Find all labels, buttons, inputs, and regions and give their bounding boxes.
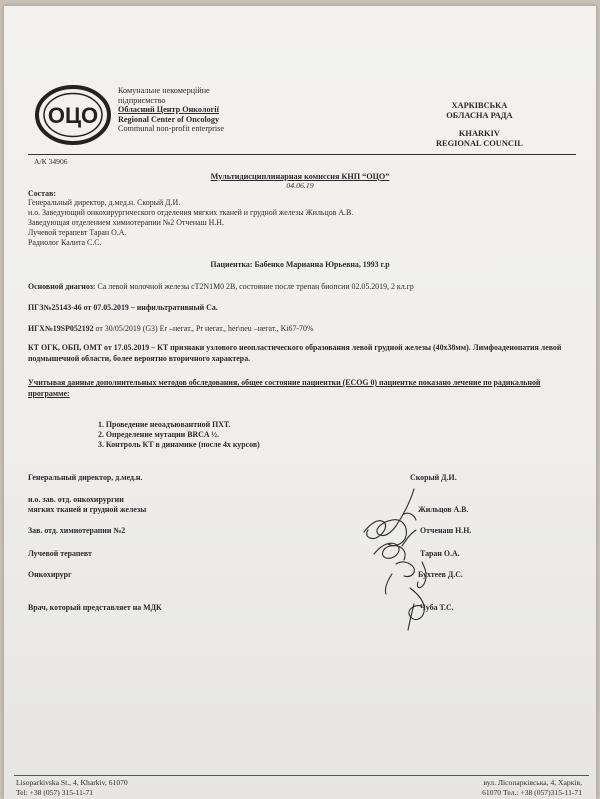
igh-code: ИГХ№19SP052192	[28, 324, 94, 333]
document-date: 04.06.19	[286, 181, 314, 190]
footer-phone-ua: 61070 Тел.: +38 (057)315-11-71	[482, 788, 582, 797]
header-org-name: Обласний Центр Онкології	[118, 105, 219, 115]
conclusion: Учитывая данные дополнительных методов обследования, общее состояние пациентки (ECOG 0) пациентке показано лечение по радикальной программе:	[28, 378, 541, 398]
signature-role: Онкохирург	[28, 570, 72, 579]
header-divider	[28, 154, 576, 155]
pgz-result: ПГЗ№25143-46 от 07.05.2019 – инфильтративный Са.	[28, 303, 218, 312]
document-sheet	[4, 6, 596, 799]
composition-line: Радиолог Калита С.С.	[28, 238, 102, 247]
signature-name: Таран О.А.	[420, 549, 460, 558]
handwritten-signatures	[344, 484, 454, 634]
header-council-line: ОБЛАСНА РАДА	[446, 111, 513, 120]
footer-address-ua: вул. Лісопарківська, 4, Харків,	[483, 778, 582, 787]
igh-text: от 30/05/2019 (G3) Er –негат., Pr негат., her\neu –негат., Ki67-70%	[93, 324, 314, 333]
signature-role: Генеральный директор, д.мед.н.	[28, 473, 143, 482]
composition-line: Генеральный директор, д.мед.н. Скорый Д.И.	[28, 198, 181, 207]
header-org-name-en: Regional Center of Oncology	[118, 114, 220, 124]
composition-line: и.о. Заведующий онкохирургического отделения мягких тканей и грудной железы Жильцов А.В.	[28, 208, 354, 217]
composition-line: Лучевой терапевт Таран О.А.	[28, 228, 127, 237]
signature-name: Чуба Т.С.	[420, 603, 454, 612]
diagnosis-label: Основной диагноз:	[28, 282, 96, 291]
signature-role: Лучевой терапевт	[28, 549, 92, 558]
plan-item: 1. Проведение неоадъювантной ПХТ.	[98, 420, 231, 429]
header-council-line: ХАРКІВСЬКА	[451, 101, 508, 110]
diagnosis	[28, 282, 414, 291]
footer-divider	[14, 775, 589, 776]
composition-line: Заведующая отделением химиотерапии №2 Отченаш Н.Н.	[28, 218, 224, 227]
signature-role: Зав. отд. химиотерапии №2	[28, 526, 126, 535]
header-line: Communal non-profit enterprise	[118, 124, 224, 134]
signature-role: Врач, который представляет на МДК	[28, 603, 162, 612]
reference-number: А/К 34906	[34, 157, 68, 166]
plan-item: 3. Контроль КТ в динамике (после 4х курсов)	[98, 440, 260, 449]
signature-name: Жильцов А.В.	[418, 505, 469, 514]
header-left	[118, 86, 224, 134]
header-council-line: REGIONAL COUNCIL	[436, 139, 523, 148]
signature-role: мягких тканей и грудной железы	[28, 505, 147, 514]
igh-result	[28, 324, 314, 333]
document-title: Мультидисциплинарная комиссия КНП “ОЦО”	[210, 172, 390, 181]
ct-result: КТ ОГК, ОБП, ОМТ от 17.05.2019 – КТ признаки узлового неопластического образования левой грудной железы (40х38мм). Лимфоаденопатия левой подмышечной области, более вероятно вторичного характера.	[28, 343, 562, 363]
signature-name: Бухтеев Д.С.	[418, 570, 463, 579]
header-line: Комунальне некомерційне	[118, 86, 210, 95]
footer-address-en: Lisoparkivska St., 4, Kharkiv, 61070	[16, 778, 128, 787]
header-line: підприємство	[118, 95, 166, 105]
logo-text: ОЦО	[47, 103, 99, 128]
composition-heading: Состав:	[28, 189, 56, 198]
header-right	[436, 101, 523, 149]
footer-phone-en: Tel: +38 (057) 315-11-71	[16, 788, 94, 797]
plan-item: 2. Определение мутации BRCA ½.	[98, 430, 219, 439]
signature-role: и.о. зав. отд. онкохирургии	[28, 495, 124, 504]
signature-name: Скорый Д.И.	[410, 473, 457, 482]
oco-logo	[34, 84, 112, 146]
header-council-line: KHARKIV	[458, 129, 500, 138]
patient-name: Пациентка: Бабенко Марианна Юрьевна, 1993 г.р	[210, 260, 390, 269]
diagnosis-text: Са левой молочной железы cT2N1M0 2B, состояние после трепан биопсии 02.05.2019, 2 кл.гр	[95, 282, 414, 291]
signature-name: Отченаш Н.Н.	[420, 526, 472, 535]
